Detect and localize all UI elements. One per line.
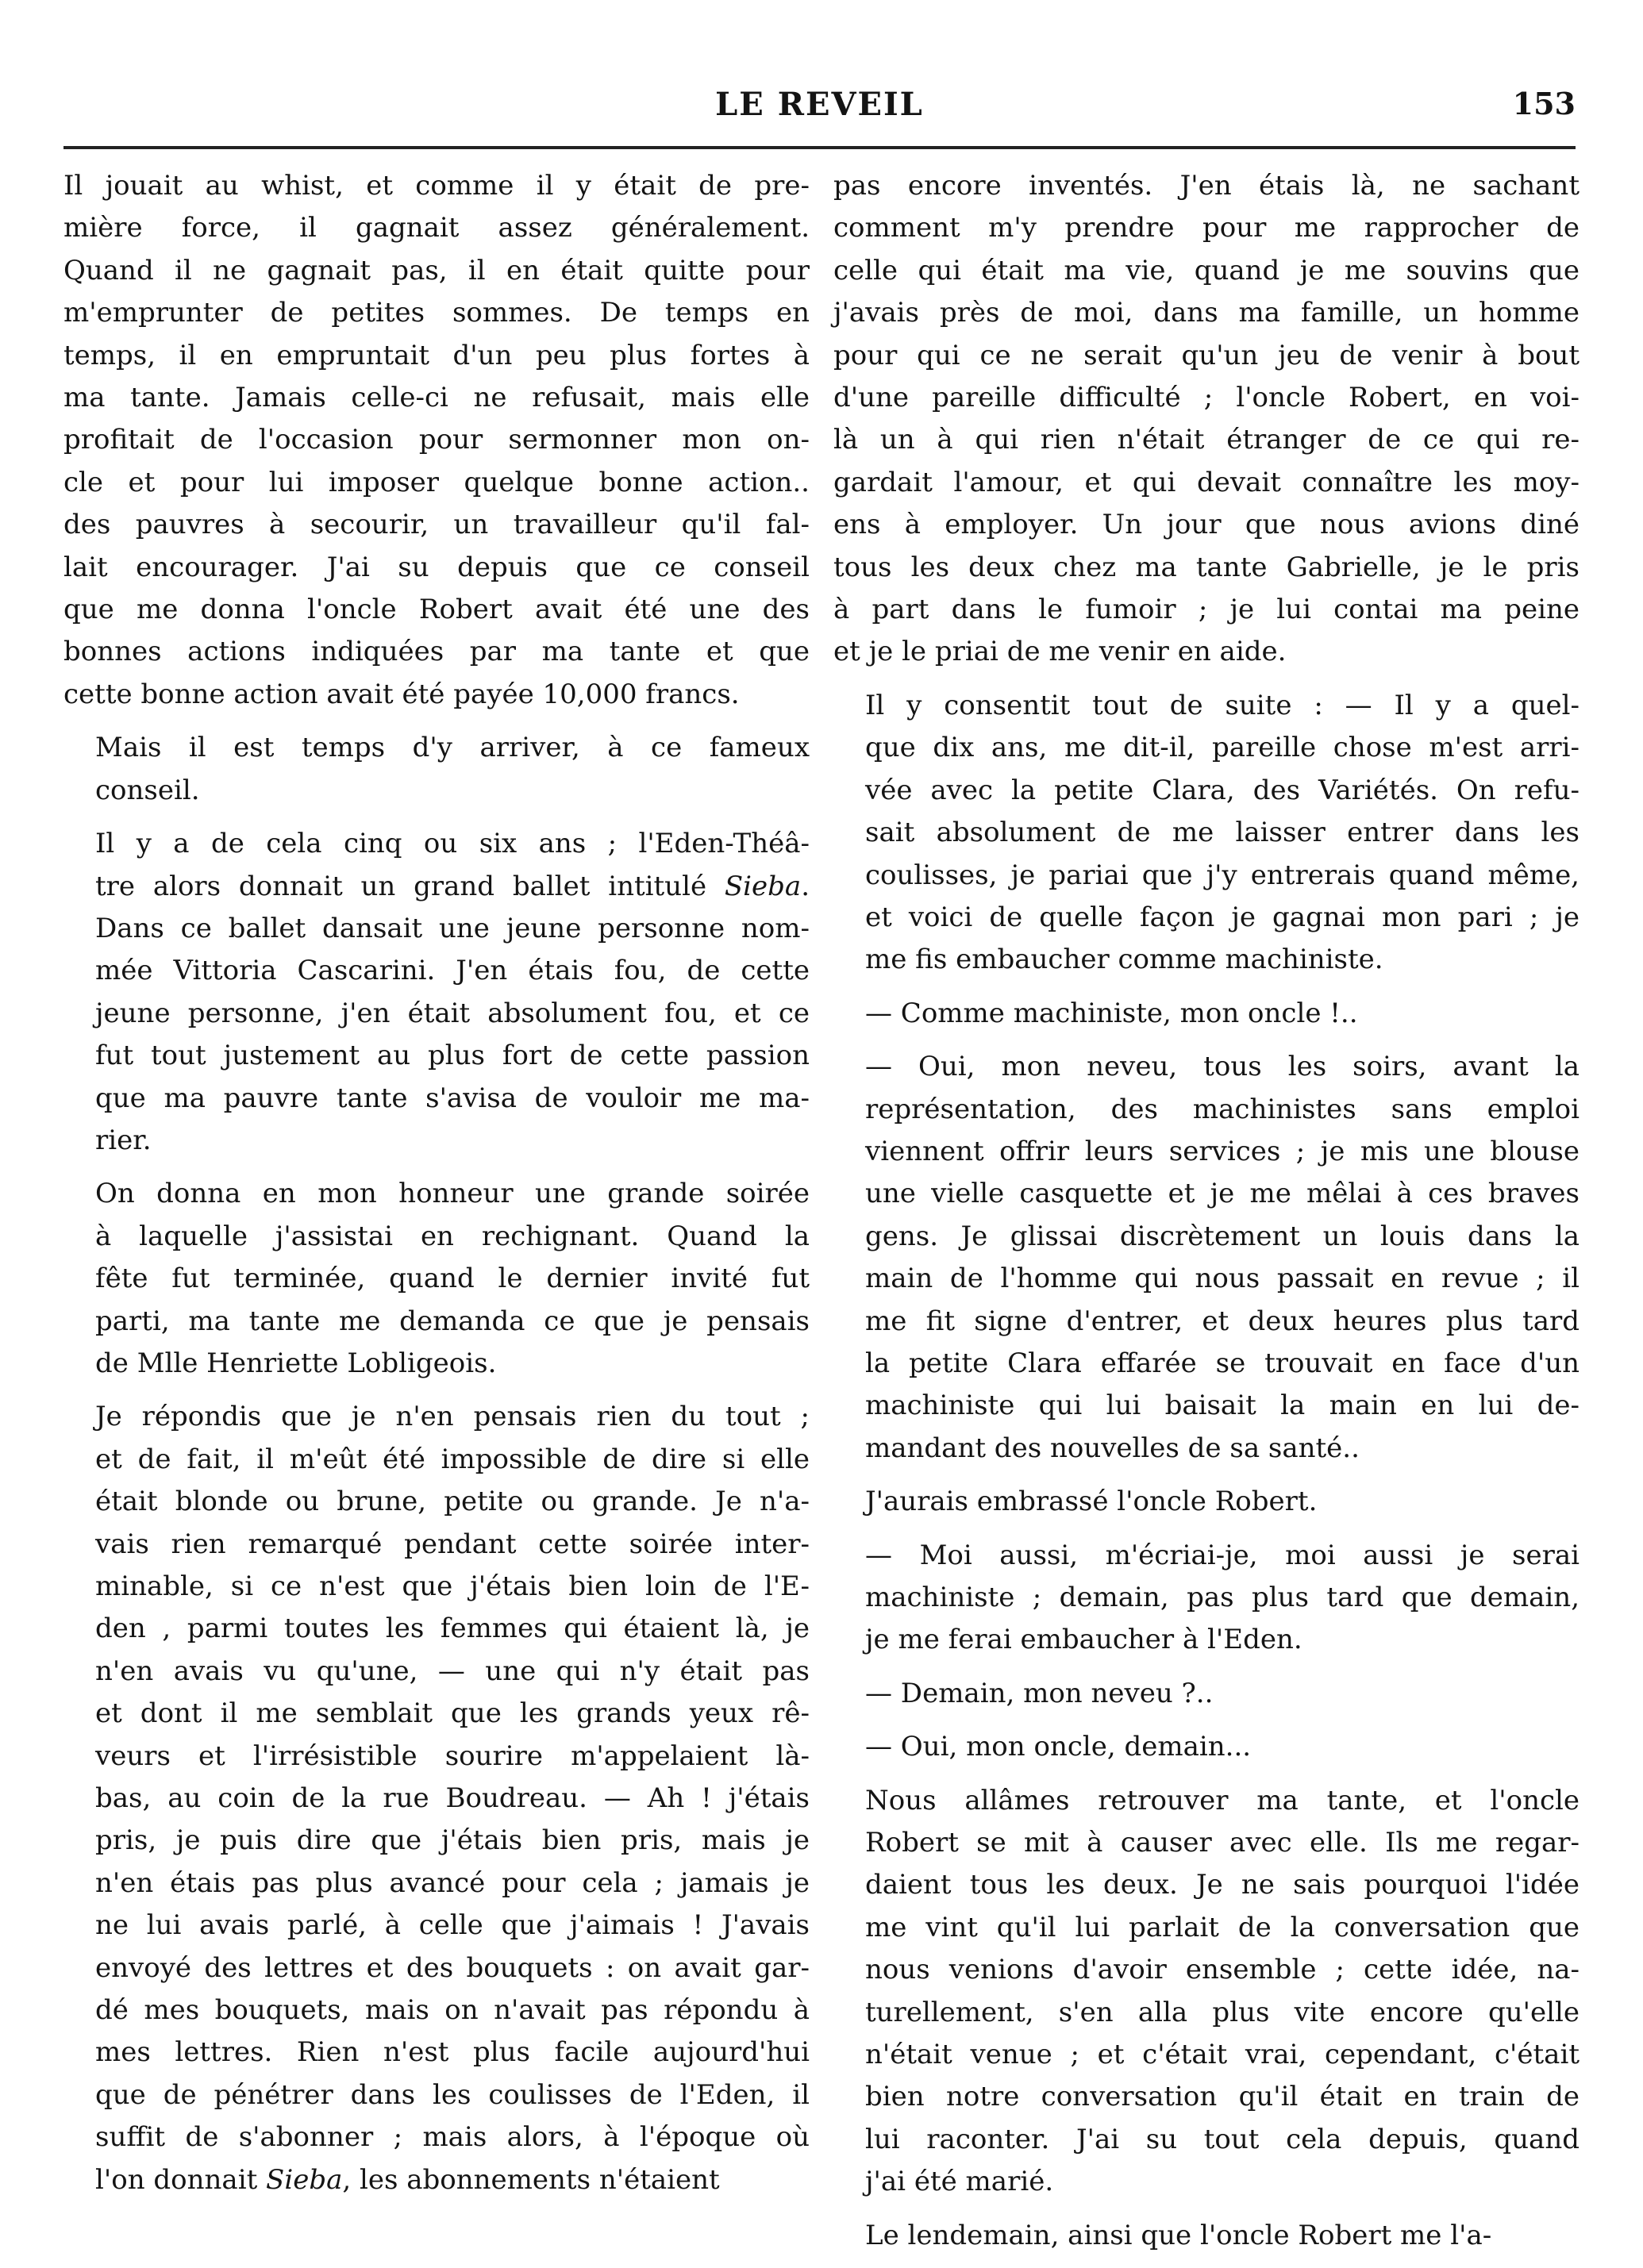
text-line: pris, je puis dire que j'étais bien pris, mais je — [95, 1824, 810, 1857]
paragraph — [833, 2215, 1580, 2257]
text-line: Dans ce ballet dansait une jeune personne nom- — [95, 912, 810, 944]
text-line: me fit signe d'entrer, et deux heures plus tard — [865, 1305, 1580, 1337]
text-line: représentation, des machinistes sans emploi — [865, 1093, 1580, 1125]
text-line: pas encore inventés. J'en étais là, ne sachant — [833, 170, 1580, 202]
text-line: et dont il me semblait que les grands yeux rê- — [95, 1697, 810, 1730]
text-line: Il y a de cela cinq ou six ans ; l'Eden-Théâ- — [95, 828, 810, 860]
text-line: n'en avais vu qu'une, — une qui n'y était pas — [95, 1655, 810, 1687]
text-line: — Oui, mon oncle, demain... — [865, 1731, 1252, 1763]
text-line: que de pénétrer dans les coulisses de l'Eden, il — [95, 2078, 810, 2111]
text-line: Je répondis que je n'en pensais rien du tout ; — [95, 1401, 810, 1433]
text-line: des pauvres à secourir, un travailleur qu'il fal- — [63, 509, 810, 541]
text-line: ens à employer. Un jour que nous avions diné — [833, 509, 1580, 541]
text-line: J'aurais embrassé l'oncle Robert. — [865, 1486, 1318, 1518]
text-line: d'une pareille difficulté ; l'oncle Robert, en voi- — [833, 382, 1580, 414]
text-line: minable, si ce n'est que j'étais bien loin de l'E- — [95, 1570, 810, 1602]
text-line: sait absolument de me laisser entrer dans les — [865, 817, 1580, 849]
text-line: turellement, s'en alla plus vite encore qu'elle — [865, 1996, 1580, 2028]
text-line: était blonde ou brune, petite ou grande. Je n'a- — [95, 1486, 810, 1518]
text-line: j'avais près de moi, dans ma famille, un homme — [833, 297, 1580, 329]
text-line: ne lui avais parlé, à celle que j'aimais ! J'avais — [95, 1909, 810, 1942]
left-column — [63, 165, 810, 2212]
text-line: celle qui était ma vie, quand je me souvins que — [833, 254, 1580, 286]
text-line: et voici de quelle façon je gagnai mon pari ; je — [865, 901, 1580, 933]
text-line: — Demain, mon neveu ?.. — [865, 1677, 1214, 1709]
text-line: et je le priai de me venir en aide. — [833, 636, 1287, 668]
text-line: que me donna l'oncle Robert avait été une des — [63, 594, 810, 626]
text-line: lait encourager. J'ai su depuis que ce conseil — [63, 551, 810, 583]
text-line: jeune personne, j'en était absolument fou, et ce — [95, 997, 810, 1029]
text-line: coulisses, je pariai que j'y entrerais quand même, — [865, 859, 1580, 891]
text-line: à laquelle j'assistai en rechignant. Quand la — [95, 1220, 810, 1252]
text-line: bien notre conversation qu'il était en train de — [865, 2081, 1580, 2113]
text-line: pour qui ce ne serait qu'un jeu de venir à bout — [833, 339, 1580, 371]
text-line: vais rien remarqué pendant cette soirée inter- — [95, 1528, 810, 1560]
text-line: machiniste qui lui baisait la main en lui de- — [865, 1390, 1580, 1422]
text-line: viennent offrir leurs services ; je mis une blouse — [865, 1135, 1580, 1167]
text-line: rier. — [95, 1124, 152, 1156]
text-line: fête fut terminée, quand le dernier invité fut — [95, 1263, 810, 1295]
text-line: gardait l'amour, et qui devait connaître les moy- — [833, 466, 1580, 498]
text-line: là un à qui rien n'était étranger de ce qui re- — [833, 424, 1580, 456]
text-line: tre alors donnait un grand ballet intitulé Sieba. — [95, 870, 810, 902]
right-column — [833, 165, 1580, 2268]
text-line: que dix ans, me dit-il, pareille chose m'est arri- — [865, 732, 1580, 764]
text-line: — Comme machiniste, mon oncle !.. — [865, 997, 1358, 1029]
page-number: 153 — [1512, 86, 1576, 121]
text-line: la petite Clara effarée se trouvait en face d'un — [865, 1347, 1580, 1379]
text-line: cle et pour lui imposer quelque bonne action.. — [63, 466, 810, 498]
paragraph — [833, 1046, 1580, 1470]
paragraph — [833, 685, 1580, 982]
text-line: mière force, il gagnait assez généralement. — [63, 212, 810, 244]
text-line: envoyé des lettres et des bouquets : on avait gar- — [95, 1951, 810, 1984]
running-title: LE REVEIL — [715, 86, 924, 123]
text-line: une vielle casquette et je me mêlai à ces braves — [865, 1178, 1580, 1210]
paragraph — [833, 1673, 1580, 1715]
text-line: vée avec la petite Clara, des Variétés. On refu- — [865, 774, 1580, 806]
running-header — [63, 86, 1576, 135]
text-line: j'ai été marié. — [865, 2166, 1054, 2198]
text-line: dé mes bouquets, mais on n'avait pas répondu à — [95, 1994, 810, 2027]
text-line: m'emprunter de petites sommes. De temps en — [63, 297, 810, 329]
paragraph — [833, 165, 1580, 674]
text-line: tous les deux chez ma tante Gabrielle, je le pris — [833, 551, 1580, 583]
text-line: Le lendemain, ainsi que l'oncle Robert me l'a- — [865, 2219, 1492, 2251]
text-line: main de l'homme qui nous passait en revue ; il — [865, 1263, 1580, 1295]
paragraph — [833, 1481, 1580, 1523]
text-line: l'on donnait Sieba, les abonnements n'étaient — [95, 2163, 720, 2196]
paragraph — [63, 165, 810, 716]
text-line: suffit de s'abonner ; mais alors, à l'époque où — [95, 2121, 810, 2154]
text-line: Il y consentit tout de suite : — Il y a quel- — [865, 689, 1580, 721]
paragraph — [833, 1535, 1580, 1662]
text-line: je me ferai embaucher à l'Eden. — [865, 1624, 1302, 1656]
text-line: à part dans le fumoir ; je lui contai ma peine — [833, 594, 1580, 626]
text-line: — Oui, mon neveu, tous les soirs, avant la — [865, 1051, 1580, 1083]
text-line: n'était venue ; et c'était vrai, cependant, c'était — [865, 2039, 1580, 2071]
text-line: nous venions d'avoir ensemble ; cette idée, na- — [865, 1954, 1580, 1986]
text-line: Quand il ne gagnait pas, il en était quitte pour — [63, 254, 810, 286]
text-line: Mais il est temps d'y arriver, à ce fameux — [95, 732, 810, 764]
text-line: cette bonne action avait été payée 10,000 francs. — [63, 678, 740, 710]
text-line: fut tout justement au plus fort de cette passion — [95, 1040, 810, 1072]
text-line: bonnes actions indiquées par ma tante et que — [63, 636, 810, 668]
text-line: On donna en mon honneur une grande soirée — [95, 1178, 810, 1210]
text-line: temps, il en empruntait d'un peu plus fortes à — [63, 339, 810, 371]
paragraph — [63, 1173, 810, 1385]
text-line: profitait de l'occasion pour sermonner mon on- — [63, 424, 810, 456]
paragraph — [63, 823, 810, 1162]
text-line: mée Vittoria Cascarini. J'en étais fou, de cette — [95, 955, 810, 987]
text-line: bas, au coin de la rue Boudreau. — Ah ! j'étais — [95, 1782, 810, 1815]
paragraph — [833, 993, 1580, 1035]
text-line: ma tante. Jamais celle-ci ne refusait, mais elle — [63, 382, 810, 414]
paragraph — [833, 1726, 1580, 1768]
text-line: parti, ma tante me demanda ce que je pensais — [95, 1305, 810, 1337]
text-line: conseil. — [95, 774, 200, 806]
text-line: comment m'y prendre pour me rapprocher de — [833, 212, 1580, 244]
text-line: de Mlle Henriette Lobligeois. — [95, 1347, 497, 1379]
text-line: daient tous les deux. Je ne sais pourquoi l'idée — [865, 1869, 1580, 1901]
text-line: me fis embaucher comme machiniste. — [865, 944, 1383, 976]
text-line: — Moi aussi, m'écriai-je, moi aussi je serai — [865, 1539, 1580, 1571]
paragraph — [63, 1396, 810, 2201]
text-line: lui raconter. J'ai su tout cela depuis, quand — [865, 2123, 1580, 2155]
text-line: Robert se mit à causer avec elle. Ils me regar- — [865, 1827, 1580, 1859]
text-line: mes lettres. Rien n'est plus facile aujourd'hui — [95, 2036, 810, 2069]
text-line: et de fait, il m'eût été impossible de dire si elle — [95, 1443, 810, 1475]
text-line: den , parmi toutes les femmes qui étaient là, je — [95, 1613, 810, 1645]
paragraph — [833, 1780, 1580, 2204]
text-line: veurs et l'irrésistible sourire m'appelaient là- — [95, 1739, 810, 1772]
text-line: Nous allâmes retrouver ma tante, et l'oncle — [865, 1784, 1580, 1816]
text-line: machiniste ; demain, pas plus tard que demain, — [865, 1582, 1580, 1613]
text-line: mandant des nouvelles de sa santé.. — [865, 1432, 1360, 1464]
text-line: n'en étais pas plus avancé pour cela ; jamais je — [95, 1866, 810, 1899]
text-line: gens. Je glissai discrètement un louis dans la — [865, 1220, 1580, 1252]
header-rule — [63, 146, 1576, 149]
paragraph — [63, 727, 810, 812]
text-line: Il jouait au whist, et comme il y était de pre- — [63, 170, 810, 202]
text-line: que ma pauvre tante s'avisa de vouloir me ma- — [95, 1082, 810, 1114]
text-line: me vint qu'il lui parlait de la conversation que — [865, 1911, 1580, 1943]
